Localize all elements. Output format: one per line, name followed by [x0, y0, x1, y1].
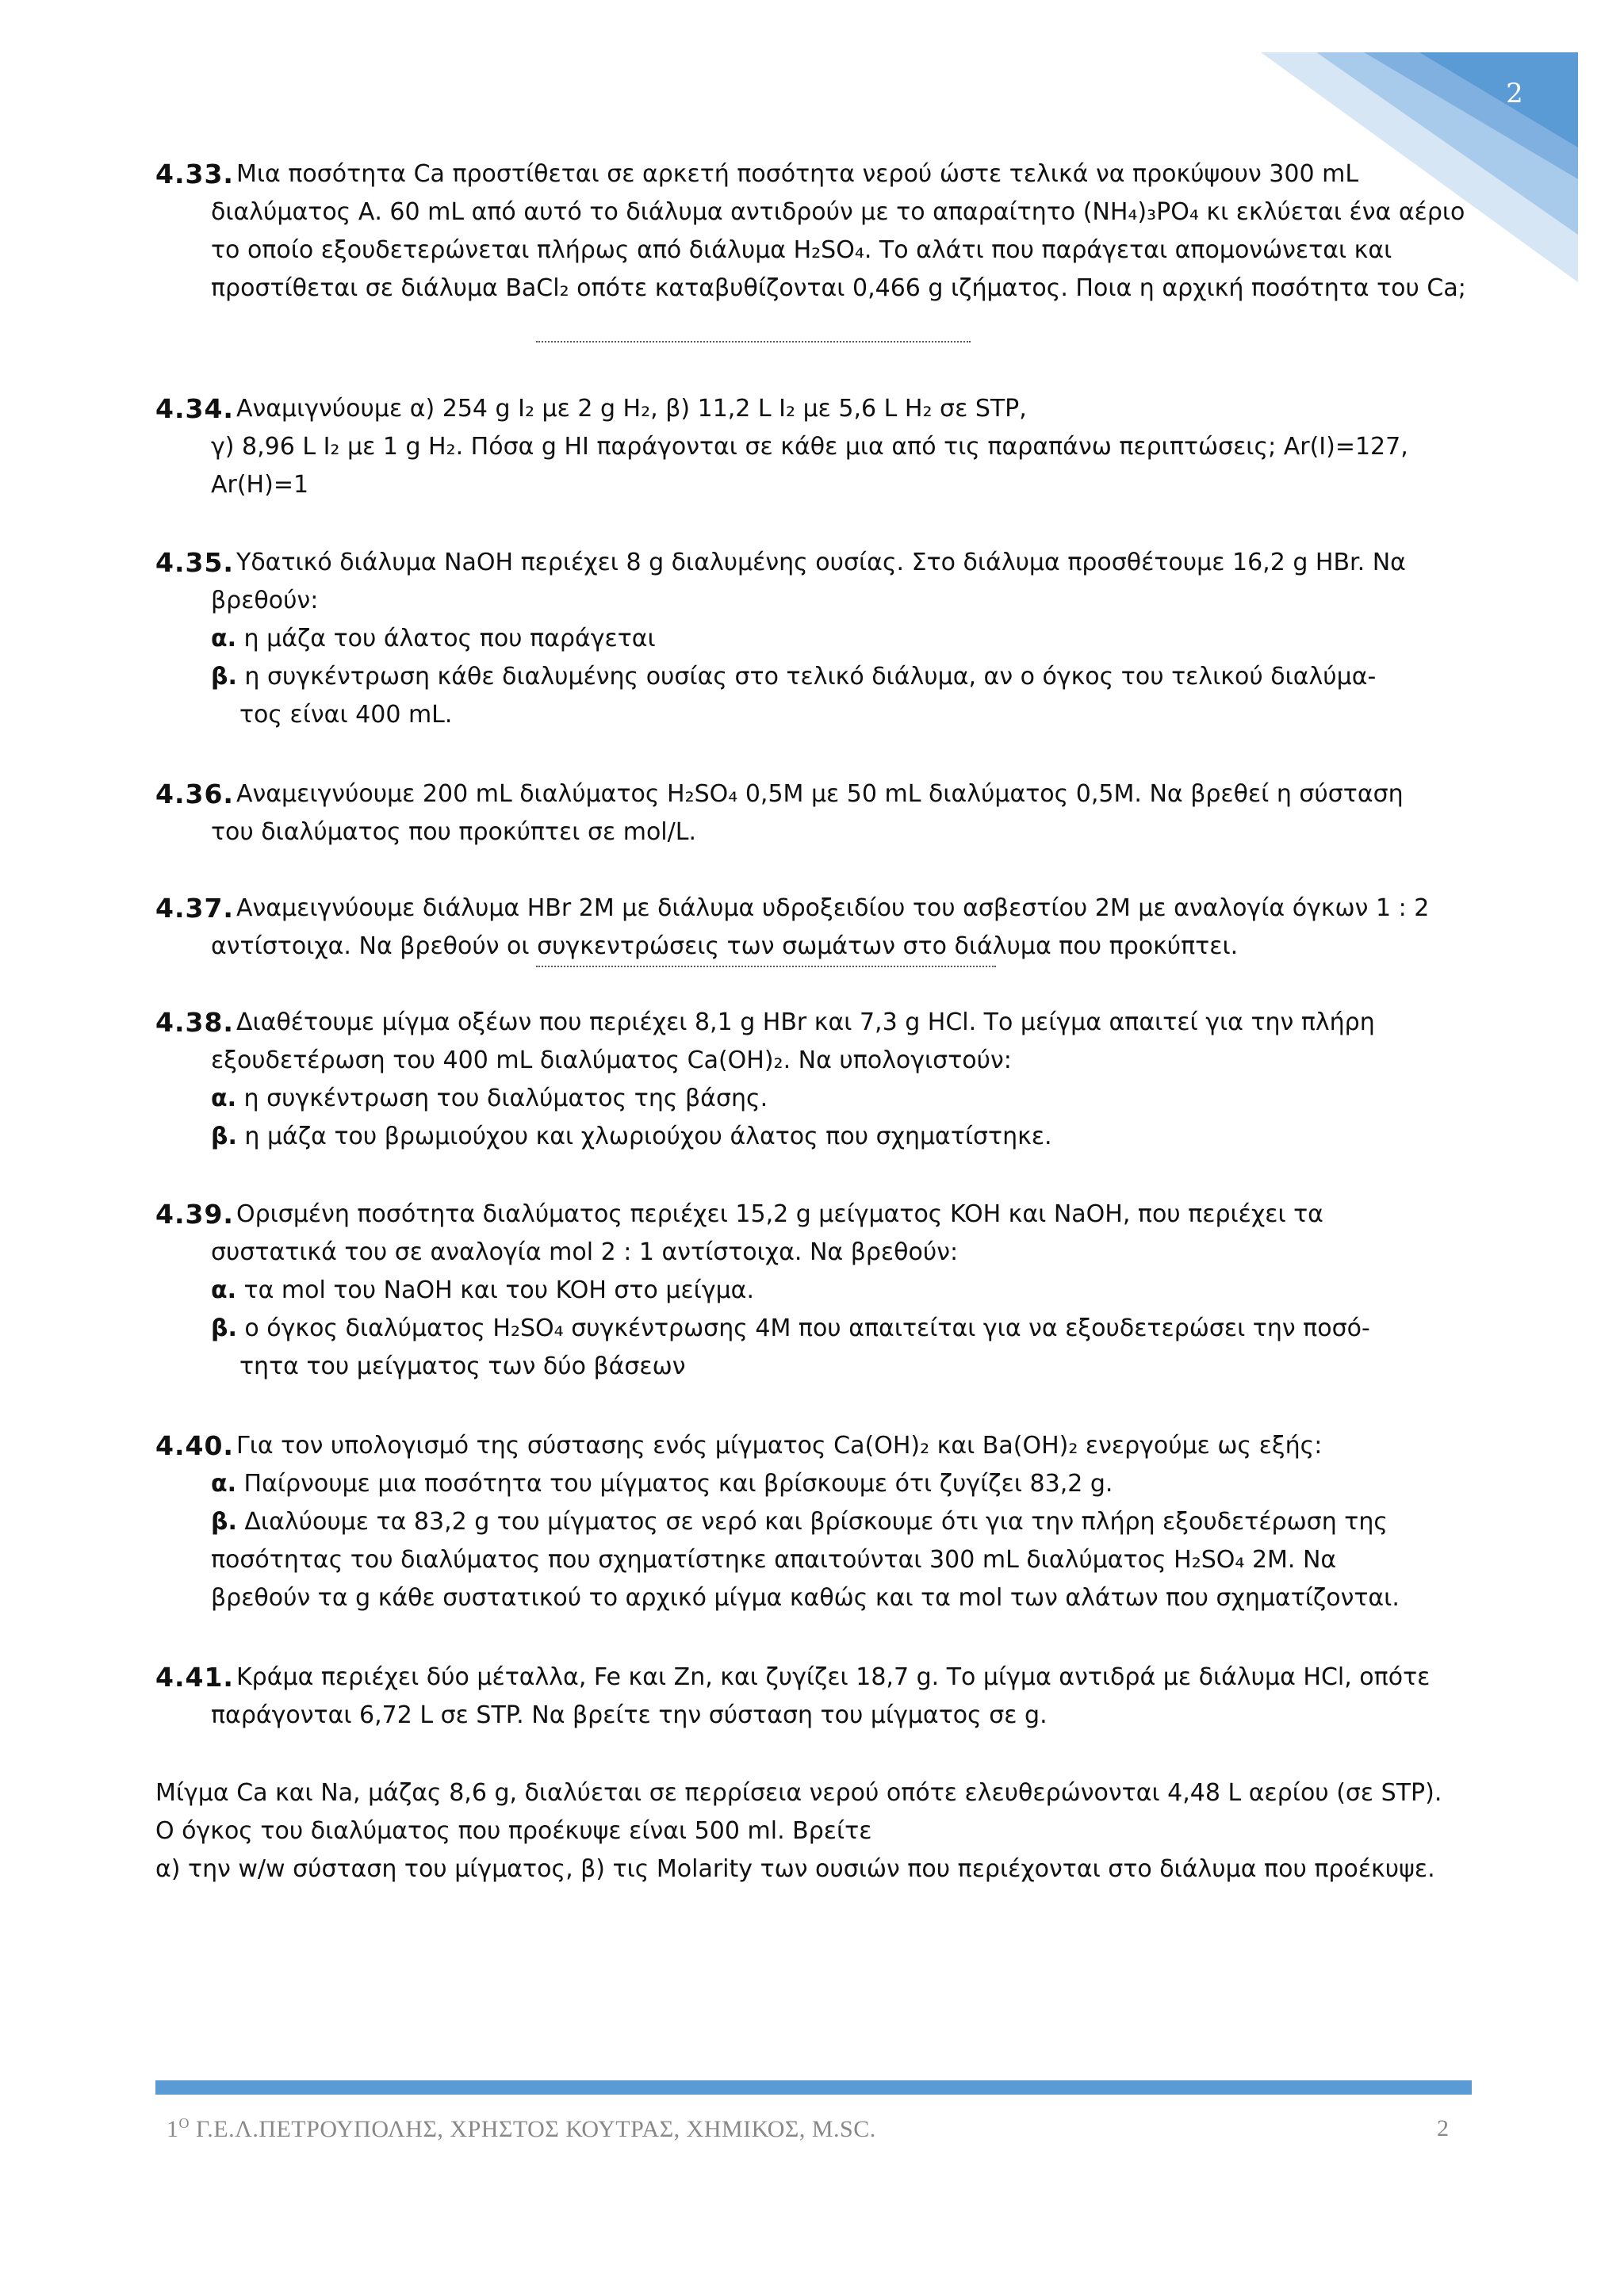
- exercise-text: εξουδετέρωση του 400 mL διαλύματος Ca(OH)₂. Να υπολογιστούν:: [211, 1047, 1012, 1074]
- sub-label-b: β.: [211, 1123, 237, 1150]
- footer-prefix: 1: [167, 2116, 179, 2142]
- footer-page-number: 2: [1437, 2115, 1449, 2141]
- exercise-text: διαλύματος Α. 60 mL από αυτό το διάλυμα αντιδρούν με το απαραίτητο (NH₄)₃PO₄ κι εκλύεται ένα αέριο: [211, 198, 1465, 226]
- dotted-separator: [536, 341, 971, 342]
- sub-text-b-cont: βρεθούν τα g κάθε συστατικού το αρχικό μίγμα καθώς και τα mol των αλάτων που σχηματίζονται.: [211, 1584, 1400, 1612]
- sub-text-a: Παίρνουμε μια ποσότητα του μίγματος και βρίσκουμε ότι ζυγίζει 83,2 g.: [236, 1470, 1113, 1498]
- sub-text-b-cont: τος είναι 400 mL.: [239, 701, 453, 729]
- exercise-number: 4.39.: [155, 1199, 234, 1230]
- sub-label-b: β.: [211, 1508, 237, 1536]
- exercise-text: Αναμειγνύουμε διάλυμα HBr 2M με διάλυμα υδροξειδίου του ασβεστίου 2M με αναλογία όγκων 1 : 2: [236, 894, 1430, 922]
- sub-text-b-cont: τητα του μείγματος των δύο βάσεων: [239, 1353, 686, 1380]
- dotted-separator: [536, 966, 996, 967]
- sub-text-b: ο όγκος διαλύματος H₂SO₄ συγκέντρωσης 4M που απαιτείται για να εξουδετερώσει την ποσό-: [236, 1314, 1370, 1342]
- exercise-text: Ο όγκος του διαλύματος που προέκυψε είναι 500 ml. Βρείτε: [155, 1817, 872, 1845]
- sub-text-a: η συγκέντρωση του διαλύματος της βάσης.: [236, 1085, 768, 1112]
- exercise-text: Διαθέτουμε μίγμα οξέων που περιέχει 8,1 g HBr και 7,3 g HCl. Το μείγμα απαιτεί για την πλήρη: [236, 1008, 1375, 1036]
- exercise-text: προστίθεται σε διάλυμα BaCl₂ οπότε καταβυθίζονται 0,466 g ιζήματος. Ποια η αρχική ποσότητα του Ca;: [211, 274, 1466, 302]
- sub-label-a: α.: [211, 1085, 237, 1112]
- exercise-number: 4.37.: [155, 893, 234, 924]
- exercise-number: 4.40.: [155, 1430, 234, 1461]
- exercise-text: γ) 8,96 L I₂ με 1 g H₂. Πόσα g HI παράγονται σε κάθε μια από τις παραπάνω περιπτώσεις; Ar(I)=127,: [211, 433, 1408, 461]
- sub-question-a: [211, 1465, 1113, 1503]
- sub-question-a: [211, 1080, 768, 1118]
- exercise-text: α) την w/w σύσταση του μίγματος, β) τις Molarity των ουσιών που περιέχονται στο διάλυμα που προέκυψε.: [155, 1855, 1435, 1883]
- exercise-text: συστατικά του σε αναλογία mol 2 : 1 αντίστοιχα. Να βρεθούν:: [211, 1238, 959, 1266]
- exercise-text: αντίστοιχα. Να βρεθούν οι συγκεντρώσεις των σωμάτων στο διάλυμα που προκύπτει.: [211, 932, 1239, 960]
- sub-text-a: τα mol του NaOH και του KOH στο μείγμα.: [236, 1276, 754, 1304]
- sub-label-a: α.: [211, 1276, 237, 1304]
- sub-text-b: η συγκέντρωση κάθε διαλυμένης ουσίας στο τελικό διάλυμα, αν ο όγκος του τελικού διαλύμα-: [236, 663, 1377, 691]
- sub-text-b-cont: ποσότητας του διαλύματος που σχηματίστηκε απαιτούνται 300 mL διαλύματος H₂SO₄ 2M. Να: [211, 1546, 1337, 1574]
- exercise-number: 4.41.: [155, 1662, 234, 1693]
- exercise-text: Κράμα περιέχει δύο μέταλλα, Fe και Zn, και ζυγίζει 18,7 g. Το μίγμα αντιδρά με διάλυμα HCl, οπότε: [236, 1663, 1431, 1691]
- exercise-text: Αναμειγνύουμε 200 mL διαλύματος H₂SO₄ 0,5M με 50 mL διαλύματος 0,5M. Να βρεθεί η σύσταση: [236, 780, 1404, 808]
- exercise-text: το οποίο εξουδετερώνεται πλήρως από διάλυμα H₂SO₄. Το αλάτι που παράγεται απομονώνεται και: [211, 236, 1392, 264]
- exercise-number: 4.35.: [155, 547, 234, 578]
- footer-bar: [155, 2080, 1472, 2095]
- exercise-text: Ar(H)=1: [211, 471, 309, 499]
- exercise-text: παράγονται 6,72 L σε STP. Να βρείτε την σύσταση του μίγματος σε g.: [211, 1701, 1048, 1729]
- exercise-text: Αναμιγνύουμε α) 254 g I₂ με 2 g H₂, β) 11,2 L I₂ με 5,6 L H₂ σε STP,: [236, 395, 1027, 423]
- sub-label-b: β.: [211, 663, 237, 691]
- sub-label-b: β.: [211, 1314, 237, 1342]
- sub-question-b: [211, 1503, 1388, 1541]
- sub-text-b: Διαλύουμε τα 83,2 g του μίγματος σε νερό και βρίσκουμε ότι για την πλήρη εξουδετέρωση της: [236, 1508, 1388, 1536]
- sub-question-a: [211, 620, 656, 658]
- footer-text: [167, 2115, 876, 2143]
- exercise-text: βρεθούν:: [211, 587, 319, 614]
- exercise-text: Μια ποσότητα Ca προστίθεται σε αρκετή ποσότητα νερού ώστε τελικά να προκύψουν 300 mL: [236, 160, 1359, 188]
- exercise-number: 4.34.: [155, 393, 234, 424]
- exercise-text: Μίγμα Ca και Na, μάζας 8,6 g, διαλύεται σε περρίσεια νερού οπότε ελευθερώνονται 4,48 L αερίου (σε STP).: [155, 1779, 1442, 1807]
- sub-text-a: η μάζα του άλατος που παράγεται: [236, 625, 656, 652]
- exercise-number: 4.33.: [155, 159, 234, 189]
- header-page-number: 2: [1506, 78, 1523, 109]
- sub-question-a: [211, 1272, 754, 1310]
- footer-label: Γ.Ε.Λ.ΠΕΤΡΟΥΠΟΛΗΣ, ΧΡΗΣΤΟΣ ΚΟΥΤΡΑΣ, ΧΗΜΙΚΟΣ, M.SC.: [190, 2116, 876, 2142]
- exercise-text: Για τον υπολογισμό της σύστασης ενός μίγματος Ca(OH)₂ και Ba(OH)₂ ενεργούμε ως εξής:: [236, 1432, 1323, 1460]
- sub-question-b: [211, 658, 1376, 696]
- exercise-text: Ορισμένη ποσότητα διαλύματος περιέχει 15,2 g μείγματος KOH και NaOH, που περιέχει τα: [236, 1200, 1323, 1228]
- exercise-text: του διαλύματος που προκύπτει σε mol/L.: [211, 818, 696, 846]
- sub-text-b: η μάζα του βρωμιούχου και χλωριούχου άλατος που σχηματίστηκε.: [236, 1123, 1052, 1150]
- exercise-number: 4.36.: [155, 779, 234, 809]
- exercise-number: 4.38.: [155, 1007, 234, 1038]
- exercise-text: Υδατικό διάλυμα NaOH περιέχει 8 g διαλυμένης ουσίας. Στο διάλυμα προσθέτουμε 16,2 g HBr. Να: [236, 549, 1406, 576]
- sub-label-a: α.: [211, 625, 237, 652]
- sub-question-b: [211, 1310, 1370, 1348]
- sub-label-a: α.: [211, 1470, 237, 1498]
- sub-question-b: [211, 1118, 1052, 1156]
- footer-sup: Ο: [178, 2115, 190, 2131]
